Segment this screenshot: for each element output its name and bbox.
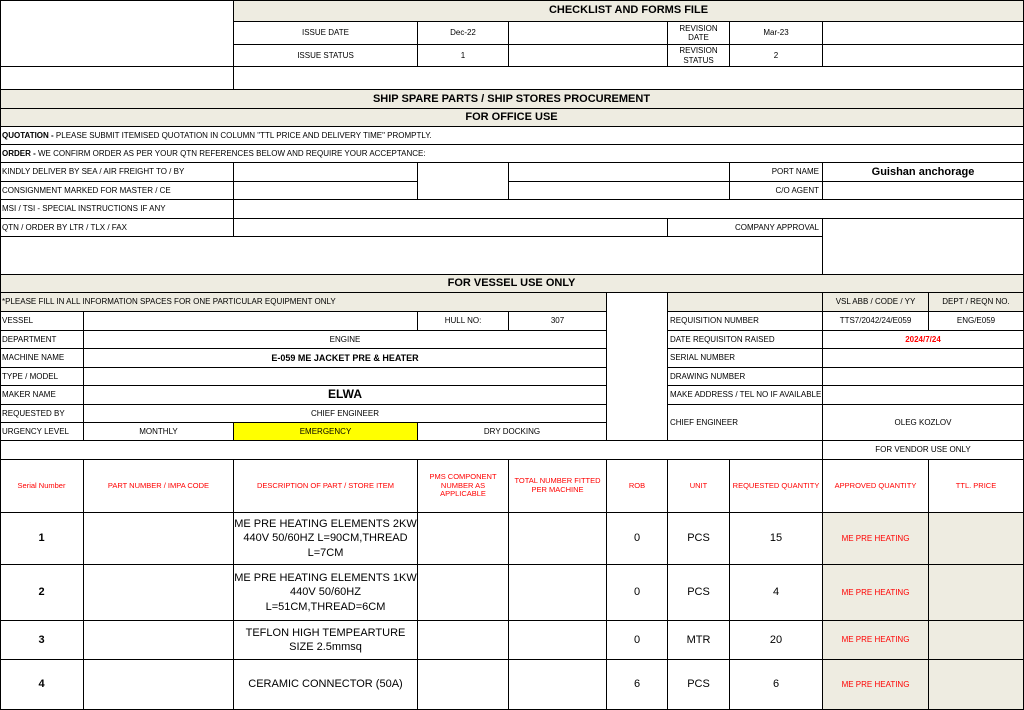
issue-status-label: ISSUE STATUS bbox=[234, 45, 418, 67]
col-ttl-price: TTL. PRICE bbox=[929, 460, 1024, 513]
col-serial-number: Serial Number bbox=[0, 460, 84, 513]
table-row-2-requested[interactable]: 4 bbox=[730, 565, 823, 621]
col-unit: UNIT bbox=[668, 460, 730, 513]
date-raised-label: DATE REQUISITON RAISED bbox=[668, 331, 823, 349]
col-description: DESCRIPTION OF PART / STORE ITEM bbox=[234, 460, 418, 513]
chief-engineer-label: CHIEF ENGINEER bbox=[668, 405, 823, 441]
table-row-3-description[interactable]: TEFLON HIGH TEMPEARTURE SIZE 2.5mmsq bbox=[234, 621, 418, 660]
table-row-1-requested[interactable]: 15 bbox=[730, 513, 823, 565]
revision-date-label: REVISION DATE bbox=[668, 22, 730, 45]
revision-date-value[interactable]: Mar-23 bbox=[730, 22, 823, 45]
order-text: WE CONFIRM ORDER AS PER YOUR QTN REFERENCES BELOW AND REQUIRE YOUR ACCEPTANCE: bbox=[35, 148, 426, 158]
table-row-3-requested[interactable]: 20 bbox=[730, 621, 823, 660]
table-row-1-approved[interactable]: ME PRE HEATING bbox=[823, 513, 929, 565]
vendor-use-title: FOR VENDOR USE ONLY bbox=[823, 441, 1024, 460]
vsl-header-blank bbox=[668, 293, 823, 312]
serial-number-value[interactable] bbox=[823, 349, 1024, 368]
requisition-number-label: REQUISITION NUMBER bbox=[668, 312, 823, 331]
machine-name-label: MACHINE NAME bbox=[0, 349, 84, 368]
table-row-3-pms[interactable] bbox=[418, 621, 509, 660]
hull-no-value[interactable]: 307 bbox=[509, 312, 607, 331]
vessel-gap-column bbox=[607, 293, 668, 441]
revision-status-label: REVISION STATUS bbox=[668, 45, 730, 67]
table-row-2-part[interactable] bbox=[84, 565, 234, 621]
vsl-abb-label: VSL ABB / CODE / YY bbox=[823, 293, 929, 312]
col-pms-component: PMS COMPONENT NUMBER AS APPLICABLE bbox=[418, 460, 509, 513]
drawing-number-label: DRAWING NUMBER bbox=[668, 368, 823, 386]
revision-status-blank[interactable] bbox=[823, 45, 1024, 67]
co-agent-value[interactable] bbox=[823, 182, 1024, 200]
issue-date-label: ISSUE DATE bbox=[234, 22, 418, 45]
table-row-4-unit[interactable]: PCS bbox=[668, 660, 730, 710]
vessel-use-title: FOR VESSEL USE ONLY bbox=[0, 275, 1024, 293]
msi-field[interactable] bbox=[234, 200, 1024, 219]
quotation-text: PLEASE SUBMIT ITEMISED QUOTATION IN COLUMN "TTL PRICE AND DELIVERY TIME" PROMPTLY. bbox=[53, 130, 432, 140]
col-part-number: PART NUMBER / IMPA CODE bbox=[84, 460, 234, 513]
table-row-1-description[interactable]: ME PRE HEATING ELEMENTS 2KW 440V 50/60HZ L=90CM,THREAD L=7CM bbox=[234, 513, 418, 565]
consignment-field[interactable] bbox=[234, 182, 418, 200]
blank-approval-row bbox=[0, 237, 823, 275]
drawing-number-value[interactable] bbox=[823, 368, 1024, 386]
col-total-fitted: TOTAL NUMBER FITTED PER MACHINE bbox=[509, 460, 607, 513]
table-row-1-pms[interactable] bbox=[418, 513, 509, 565]
deliver-field-2[interactable] bbox=[418, 163, 509, 200]
type-model-value[interactable] bbox=[84, 368, 607, 386]
table-row-4-description[interactable]: CERAMIC CONNECTOR (50A) bbox=[234, 660, 418, 710]
maker-name-value[interactable]: ELWA bbox=[84, 386, 607, 405]
revision-status-value[interactable]: 2 bbox=[730, 45, 823, 67]
consignment-label: CONSIGNMENT MARKED FOR MASTER / CE bbox=[0, 182, 234, 200]
maker-address-value[interactable] bbox=[823, 386, 1024, 405]
port-name-value[interactable]: Guishan anchorage bbox=[823, 163, 1024, 182]
vessel-value[interactable] bbox=[84, 312, 418, 331]
blank-row-left bbox=[0, 67, 234, 90]
table-row-3-rob[interactable]: 0 bbox=[607, 621, 668, 660]
table-row-3-price[interactable] bbox=[929, 621, 1024, 660]
table-row-1-part[interactable] bbox=[84, 513, 234, 565]
table-row-4-serial: 4 bbox=[0, 660, 84, 710]
table-row-2-rob[interactable]: 0 bbox=[607, 565, 668, 621]
msi-label: MSI / TSI - SPECIAL INSTRUCTIONS IF ANY bbox=[0, 200, 234, 219]
company-approval-label: COMPANY APPROVAL bbox=[668, 219, 823, 237]
table-row-1-serial: 1 bbox=[0, 513, 84, 565]
table-row-4-approved[interactable]: ME PRE HEATING bbox=[823, 660, 929, 710]
order-bold: ORDER - bbox=[2, 148, 36, 158]
urgency-emergency[interactable]: EMERGENCY bbox=[234, 423, 418, 441]
office-use-title: FOR OFFICE USE bbox=[0, 109, 1024, 127]
table-row-1-fitted[interactable] bbox=[509, 513, 607, 565]
table-row-1-price[interactable] bbox=[929, 513, 1024, 565]
logo-area bbox=[0, 0, 234, 67]
requested-by-label: REQUESTED BY bbox=[0, 405, 84, 423]
form-file-title: CHECKLIST AND FORMS FILE bbox=[234, 0, 1024, 22]
table-row-2-pms[interactable] bbox=[418, 565, 509, 621]
co-agent-label: C/O AGENT bbox=[730, 182, 823, 200]
table-row-1-unit[interactable]: PCS bbox=[668, 513, 730, 565]
vendor-row-blank bbox=[0, 441, 823, 460]
serial-number-label: SERIAL NUMBER bbox=[668, 349, 823, 368]
hull-no-label: HULL NO: bbox=[418, 312, 509, 331]
table-row-2-unit[interactable]: PCS bbox=[668, 565, 730, 621]
table-row-3-serial: 3 bbox=[0, 621, 84, 660]
col-rob: ROB bbox=[607, 460, 668, 513]
table-row-2-fitted[interactable] bbox=[509, 565, 607, 621]
table-row-4-fitted[interactable] bbox=[509, 660, 607, 710]
col-approved-quantity: APPROVED QUANTITY bbox=[823, 460, 929, 513]
type-model-label: TYPE / MODEL bbox=[0, 368, 84, 386]
deliver-label: KINDLY DELIVER BY SEA / AIR FREIGHT TO / BY bbox=[0, 163, 234, 182]
port-name-label: PORT NAME bbox=[730, 163, 823, 182]
col-requested-quantity: REQUESTED QUANTITY bbox=[730, 460, 823, 513]
order-instruction bbox=[0, 145, 1024, 163]
department-label: DEPARTMENT bbox=[0, 331, 84, 349]
maker-address-label: MAKE ADDRESS / TEL NO IF AVAILABLE bbox=[668, 386, 823, 405]
table-row-3-part[interactable] bbox=[84, 621, 234, 660]
table-row-1-rob[interactable]: 0 bbox=[607, 513, 668, 565]
issue-status-blank[interactable] bbox=[509, 45, 668, 67]
urgency-dry-docking[interactable]: DRY DOCKING bbox=[418, 423, 607, 441]
quotation-bold: QUOTATION - bbox=[2, 130, 54, 140]
requisition-number-value[interactable]: TTS7/2042/24/E059 bbox=[823, 312, 929, 331]
table-row-3-approved[interactable]: ME PRE HEATING bbox=[823, 621, 929, 660]
table-row-4-price[interactable] bbox=[929, 660, 1024, 710]
chief-engineer-value[interactable]: OLEG KOZLOV bbox=[823, 405, 1024, 441]
department-value[interactable]: ENGINE bbox=[84, 331, 607, 349]
maker-name-label: MAKER NAME bbox=[0, 386, 84, 405]
requested-by-value[interactable]: CHIEF ENGINEER bbox=[84, 405, 607, 423]
dept-reqn-label: DEPT / REQN NO. bbox=[929, 293, 1024, 312]
requisition-dept-value[interactable]: ENG/E059 bbox=[929, 312, 1024, 331]
urgency-label: URGENCY LEVEL bbox=[0, 423, 84, 441]
machine-name-value[interactable]: E-059 ME JACKET PRE & HEATER bbox=[84, 349, 607, 368]
qtn-field[interactable] bbox=[234, 219, 668, 237]
consignment-field-3[interactable] bbox=[509, 182, 730, 200]
issue-date-blank[interactable] bbox=[509, 22, 668, 45]
table-row-3-unit[interactable]: MTR bbox=[668, 621, 730, 660]
table-row-2-description[interactable]: ME PRE HEATING ELEMENTS 1KW 440V 50/60HZ L=51CM,THREAD=6CM bbox=[234, 565, 418, 621]
table-row-2-serial: 2 bbox=[0, 565, 84, 621]
table-row-3-fitted[interactable] bbox=[509, 621, 607, 660]
table-row-4-pms[interactable] bbox=[418, 660, 509, 710]
fill-note: *PLEASE FILL IN ALL INFORMATION SPACES FOR ONE PARTICULAR EQUIPMENT ONLY bbox=[0, 293, 607, 312]
deliver-field[interactable] bbox=[234, 163, 418, 182]
revision-date-blank[interactable] bbox=[823, 22, 1024, 45]
table-row-2-price[interactable] bbox=[929, 565, 1024, 621]
quotation-instruction bbox=[0, 127, 1024, 145]
table-row-4-part[interactable] bbox=[84, 660, 234, 710]
table-row-4-rob[interactable]: 6 bbox=[607, 660, 668, 710]
issue-status-value[interactable]: 1 bbox=[418, 45, 509, 67]
issue-date-value[interactable]: Dec-22 bbox=[418, 22, 509, 45]
urgency-monthly[interactable]: MONTHLY bbox=[84, 423, 234, 441]
vessel-label: VESSEL bbox=[0, 312, 84, 331]
date-raised-value[interactable]: 2024/7/24 bbox=[823, 331, 1024, 349]
company-approval-field[interactable] bbox=[823, 219, 1024, 275]
qtn-label: QTN / ORDER BY LTR / TLX / FAX bbox=[0, 219, 234, 237]
deliver-field-3[interactable] bbox=[509, 163, 730, 182]
table-row-2-approved[interactable]: ME PRE HEATING bbox=[823, 565, 929, 621]
blank-row-right bbox=[234, 67, 1024, 90]
procurement-title: SHIP SPARE PARTS / SHIP STORES PROCUREMENT bbox=[0, 90, 1024, 109]
table-row-4-requested[interactable]: 6 bbox=[730, 660, 823, 710]
